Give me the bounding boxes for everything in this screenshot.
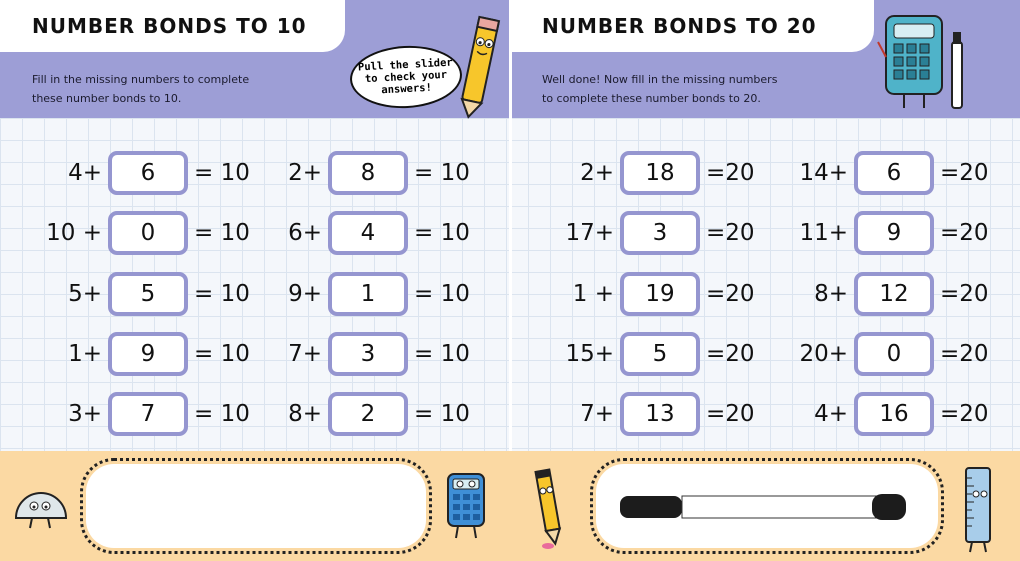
instruction-line: Fill in the missing numbers to complete [32, 73, 250, 86]
answer-box[interactable]: 9 [854, 211, 934, 255]
equation-addend: 10 + [46, 220, 102, 246]
equation-total: = 10 [414, 220, 470, 246]
equation-addend: 11+ [799, 220, 848, 246]
equation-total: =20 [940, 160, 989, 186]
equation-addend: 4+ [814, 401, 848, 427]
left-page-title: NUMBER BONDS TO 10 [0, 0, 345, 52]
equation-total: =20 [940, 401, 989, 427]
equation-addend: 7+ [288, 341, 322, 367]
answer-box[interactable]: 16 [854, 392, 934, 436]
equation-addend: 17+ [565, 220, 614, 246]
equation-row [256, 332, 470, 376]
equation-row [256, 392, 470, 436]
equation-addend: 9+ [288, 281, 322, 307]
equation-addend: 2+ [288, 160, 322, 186]
equation-total: = 10 [194, 160, 250, 186]
answer-box[interactable]: 19 [620, 272, 700, 316]
equation-row [40, 151, 250, 195]
equation-total: =20 [940, 341, 989, 367]
pencil-character-icon [455, 12, 503, 122]
equation-total: =20 [706, 160, 755, 186]
equation-total: = 10 [414, 160, 470, 186]
answer-box[interactable]: 7 [108, 392, 188, 436]
equation-row [548, 332, 755, 376]
calculator-character-small-icon [440, 470, 492, 542]
instruction-line: these number bonds to 10. [32, 92, 182, 105]
answer-box[interactable]: 9 [108, 332, 188, 376]
left-instructions [32, 70, 272, 108]
equation-total: =20 [706, 401, 755, 427]
answer-box[interactable]: 18 [620, 151, 700, 195]
equation-addend: 14+ [799, 160, 848, 186]
equation-row [256, 211, 470, 255]
equation-addend: 4+ [68, 160, 102, 186]
equation-total: =20 [940, 220, 989, 246]
equation-addend: 15+ [565, 341, 614, 367]
equation-row [256, 272, 470, 316]
equation-addend: 2+ [580, 160, 614, 186]
equation-row [40, 332, 250, 376]
equation-total: = 10 [414, 281, 470, 307]
equation-addend: 1 + [572, 281, 614, 307]
equation-row [782, 392, 989, 436]
equation-row [782, 272, 989, 316]
equation-total: =20 [940, 281, 989, 307]
equation-addend: 8+ [288, 401, 322, 427]
equation-row [782, 211, 989, 255]
equation-addend: 5+ [68, 281, 102, 307]
instruction-line: to complete these number bonds to 20. [542, 92, 761, 105]
pencil-character-small-icon [532, 466, 568, 550]
equation-addend: 1+ [68, 341, 102, 367]
bubble-line: Pull the slider [357, 56, 454, 74]
answer-box[interactable]: 0 [108, 211, 188, 255]
equation-total: = 10 [414, 401, 470, 427]
answer-box[interactable]: 12 [854, 272, 934, 316]
equation-total: = 10 [414, 341, 470, 367]
answer-box[interactable]: 6 [108, 151, 188, 195]
equation-total: = 10 [194, 281, 250, 307]
equation-addend: 7+ [580, 401, 614, 427]
equation-row [782, 332, 989, 376]
answer-box[interactable]: 4 [328, 211, 408, 255]
equation-total: =20 [706, 220, 755, 246]
right-instructions [542, 70, 802, 108]
equation-addend: 6+ [288, 220, 322, 246]
answer-box[interactable]: 1 [328, 272, 408, 316]
equation-row [40, 211, 250, 255]
equation-total: =20 [706, 281, 755, 307]
bubble-line: answers! [381, 81, 433, 97]
equation-row [548, 392, 755, 436]
equation-addend: 20+ [799, 341, 848, 367]
answer-box[interactable]: 8 [328, 151, 408, 195]
answer-box[interactable]: 6 [854, 151, 934, 195]
equation-row [548, 211, 755, 255]
equation-addend: 3+ [68, 401, 102, 427]
equation-total: = 10 [194, 341, 250, 367]
calculator-character-icon [876, 12, 972, 112]
equation-row [40, 272, 250, 316]
equation-row [548, 151, 755, 195]
ruler-character-icon [956, 464, 1000, 554]
equation-total: = 10 [194, 220, 250, 246]
instruction-line: Well done! Now fill in the missing numbers [542, 73, 778, 86]
answer-box[interactable]: 0 [854, 332, 934, 376]
protractor-character-icon [12, 480, 70, 530]
answer-box[interactable]: 5 [620, 332, 700, 376]
answer-box[interactable]: 5 [108, 272, 188, 316]
left-answer-window[interactable] [86, 464, 426, 548]
answer-box[interactable]: 13 [620, 392, 700, 436]
equation-total: = 10 [194, 401, 250, 427]
equation-total: =20 [706, 341, 755, 367]
bubble-line: to check your [364, 68, 448, 86]
page-divider [509, 0, 512, 451]
equation-row [548, 272, 755, 316]
marker-pen-icon [620, 490, 914, 524]
equation-row [782, 151, 989, 195]
equation-row [256, 151, 470, 195]
right-page-title: NUMBER BONDS TO 20 [512, 0, 874, 52]
equation-row [40, 392, 250, 436]
answer-box[interactable]: 3 [620, 211, 700, 255]
answer-box[interactable]: 3 [328, 332, 408, 376]
answer-box[interactable]: 2 [328, 392, 408, 436]
equation-addend: 8+ [814, 281, 848, 307]
